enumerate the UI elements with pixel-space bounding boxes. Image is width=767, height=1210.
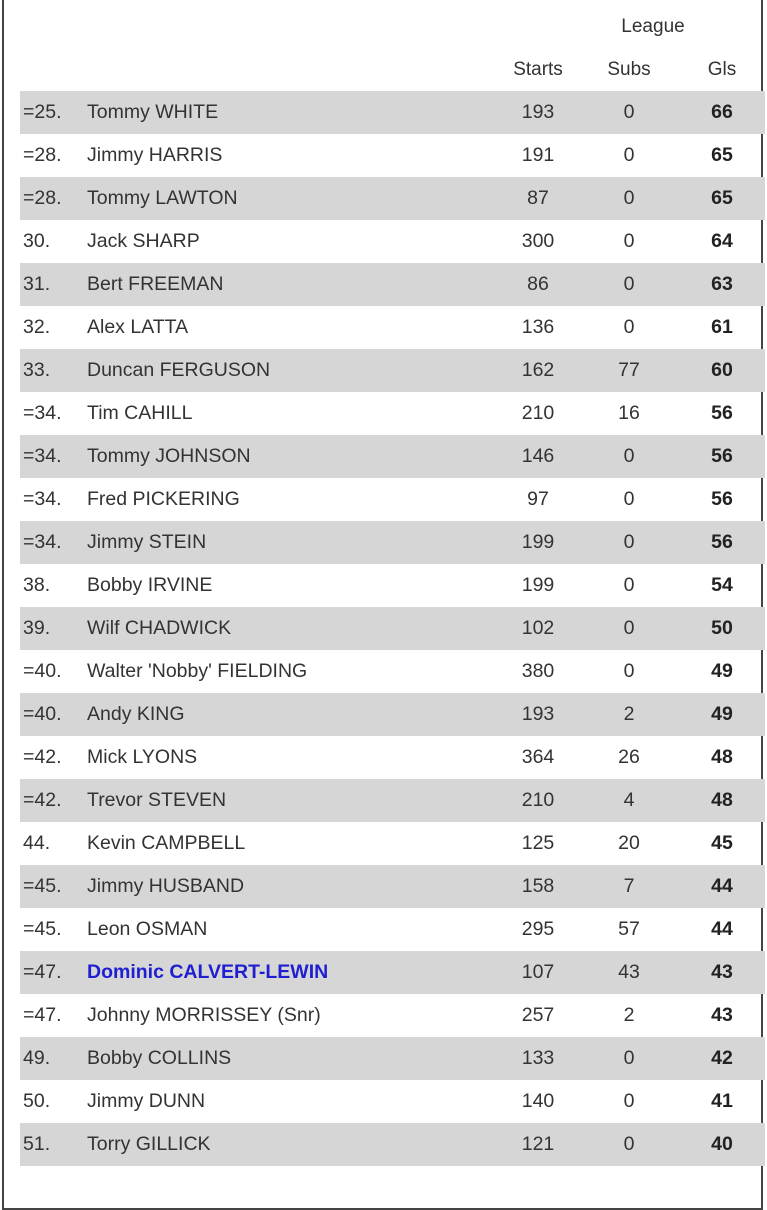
starts-cell: 86	[527, 273, 549, 295]
goals-cell: 43	[711, 961, 733, 983]
subs-cell: 57	[618, 918, 640, 940]
player-name-cell: Jimmy HARRIS	[87, 144, 223, 166]
starts-cell: 125	[521, 832, 555, 854]
player-name-cell: Tommy JOHNSON	[87, 445, 251, 467]
goals-cell: 48	[711, 746, 733, 768]
subs-cell: 26	[618, 746, 640, 768]
table-row	[20, 263, 765, 306]
starts-cell: 121	[521, 1133, 555, 1155]
player-name-cell: Trevor STEVEN	[87, 789, 227, 811]
starts-cell: 199	[521, 574, 555, 596]
starts-cell: 87	[527, 187, 549, 209]
subs-cell: 20	[618, 832, 640, 854]
subs-cell: 0	[623, 187, 635, 209]
player-name-cell: Fred PICKERING	[87, 488, 240, 510]
table-row	[20, 822, 765, 865]
player-name-cell: Duncan FERGUSON	[87, 359, 271, 381]
table-row	[20, 521, 765, 564]
starts-cell: 300	[521, 230, 555, 252]
player-name-cell: Tommy LAWTON	[87, 187, 238, 209]
table-row	[20, 951, 765, 994]
rank-cell: =45.	[23, 875, 62, 897]
rank-cell: 39.	[23, 617, 51, 639]
rank-cell: =47.	[23, 1004, 62, 1026]
table-row	[20, 1037, 765, 1080]
table-row	[20, 306, 765, 349]
subs-cell: 0	[623, 617, 635, 639]
rank-cell: =25.	[23, 101, 62, 123]
player-name-cell: Jimmy DUNN	[87, 1090, 206, 1112]
subs-cell: 0	[623, 273, 635, 295]
subs-cell: 0	[623, 1133, 635, 1155]
table-body	[20, 91, 765, 1166]
goals-cell: 49	[711, 660, 733, 682]
player-name-cell: Jimmy HUSBAND	[87, 875, 245, 897]
rank-cell: 33.	[23, 359, 51, 381]
table-row	[20, 220, 765, 263]
goals-cell: 42	[711, 1047, 733, 1069]
player-name-cell: Bobby COLLINS	[87, 1047, 232, 1069]
table-row	[20, 865, 765, 908]
starts-cell: 133	[521, 1047, 555, 1069]
table-row	[20, 392, 765, 435]
table-row	[20, 435, 765, 478]
rank-cell: =34.	[23, 531, 62, 553]
starts-cell: 295	[521, 918, 555, 940]
rank-cell: 32.	[23, 316, 51, 338]
goals-cell: 56	[711, 531, 733, 553]
table-row	[20, 908, 765, 951]
rank-cell: =40.	[23, 703, 62, 725]
table-row	[20, 177, 765, 220]
player-name-cell: Tim CAHILL	[87, 402, 193, 424]
table-row	[20, 736, 765, 779]
player-name-cell: Walter 'Nobby' FIELDING	[87, 660, 308, 682]
rank-cell: 49.	[23, 1047, 51, 1069]
player-name-cell: Bobby IRVINE	[87, 574, 213, 596]
goals-cell: 56	[711, 488, 733, 510]
table-row	[20, 693, 765, 736]
player-name-cell: Jimmy STEIN	[87, 531, 207, 553]
starts-cell: 136	[521, 316, 555, 338]
starts-cell: 146	[521, 445, 555, 467]
subs-cell: 2	[623, 1004, 635, 1026]
starts-cell: 191	[521, 144, 555, 166]
subs-cell: 43	[618, 961, 640, 983]
player-name-cell: Johnny MORRISSEY (Snr)	[87, 1004, 321, 1026]
goals-cell: 49	[711, 703, 733, 725]
player-name-cell: Andy KING	[87, 703, 185, 725]
starts-cell: 107	[521, 961, 555, 983]
table-row	[20, 564, 765, 607]
goals-cell: 65	[711, 144, 733, 166]
rank-cell: =34.	[23, 402, 62, 424]
rank-cell: =28.	[23, 144, 62, 166]
player-name-cell: Wilf CHADWICK	[87, 617, 232, 639]
goals-cell: 56	[711, 402, 733, 424]
subs-cell: 0	[623, 574, 635, 596]
subs-cell: 77	[618, 359, 640, 381]
rank-cell: =47.	[23, 961, 62, 983]
table-row	[20, 994, 765, 1037]
rank-cell: =34.	[23, 488, 62, 510]
rank-cell: =45.	[23, 918, 62, 940]
goals-cell: 45	[711, 832, 733, 854]
table-row	[20, 650, 765, 693]
starts-cell: 158	[521, 875, 555, 897]
goals-cell: 66	[711, 101, 733, 123]
subs-cell: 0	[623, 1047, 635, 1069]
starts-cell: 257	[521, 1004, 555, 1026]
goals-cell: 44	[711, 918, 733, 940]
starts-cell: 193	[521, 703, 555, 725]
table-row	[20, 134, 765, 177]
rank-cell: =28.	[23, 187, 62, 209]
subs-cell: 7	[623, 875, 635, 897]
table-row	[20, 607, 765, 650]
subs-cell: 2	[623, 703, 635, 725]
starts-cell: 210	[521, 402, 555, 424]
table-row	[20, 1080, 765, 1123]
goals-cell: 63	[711, 273, 733, 295]
player-name-cell: Bert FREEMAN	[87, 273, 224, 295]
starts-cell: 364	[521, 746, 555, 768]
starts-cell: 210	[521, 789, 555, 811]
starts-cell: 199	[521, 531, 555, 553]
goals-cell: 43	[711, 1004, 733, 1026]
rank-cell: 38.	[23, 574, 51, 596]
player-name-cell: Alex LATTA	[87, 316, 189, 338]
rank-cell: 44.	[23, 832, 51, 854]
starts-cell: 162	[521, 359, 555, 381]
rank-cell: 51.	[23, 1133, 51, 1155]
player-name-cell: Leon OSMAN	[87, 918, 208, 940]
table-row	[20, 779, 765, 822]
subs-cell: 0	[623, 1090, 635, 1112]
goals-cell: 60	[711, 359, 733, 381]
subs-cell: 0	[623, 144, 635, 166]
goals-cell: 64	[711, 230, 733, 252]
subs-cell: 4	[623, 789, 635, 811]
goals-cell: 56	[711, 445, 733, 467]
player-name-cell: Jack SHARP	[87, 230, 200, 252]
subs-column-header: Subs	[607, 59, 651, 80]
rank-cell: 50.	[23, 1090, 51, 1112]
subs-cell: 0	[623, 316, 635, 338]
rank-cell: 31.	[23, 273, 51, 295]
subs-cell: 0	[623, 488, 635, 510]
table-row	[20, 1123, 765, 1166]
subs-cell: 16	[618, 402, 640, 424]
rank-cell: =42.	[23, 746, 62, 768]
starts-cell: 97	[527, 488, 549, 510]
rank-cell: =42.	[23, 789, 62, 811]
goals-cell: 61	[711, 316, 733, 338]
table-row	[20, 349, 765, 392]
rank-cell: =34.	[23, 445, 62, 467]
starts-cell: 380	[521, 660, 555, 682]
rank-cell: 30.	[23, 230, 51, 252]
table-header	[20, 6, 765, 91]
goals-column-header: Gls	[707, 59, 737, 80]
goals-cell: 48	[711, 789, 733, 811]
player-name-cell[interactable]: Dominic CALVERT-LEWIN	[87, 961, 329, 983]
subs-cell: 0	[623, 660, 635, 682]
starts-cell: 102	[521, 617, 555, 639]
table-row	[20, 91, 765, 134]
player-name-cell: Kevin CAMPBELL	[87, 832, 246, 854]
subs-cell: 0	[623, 101, 635, 123]
table-row	[20, 478, 765, 521]
goals-cell: 50	[711, 617, 733, 639]
goals-cell: 54	[711, 574, 733, 596]
starts-cell: 140	[521, 1090, 555, 1112]
starts-column-header: Starts	[513, 59, 563, 80]
subs-cell: 0	[623, 531, 635, 553]
player-name-cell: Tommy WHITE	[87, 101, 219, 123]
goals-cell: 44	[711, 875, 733, 897]
goalscorers-table	[20, 6, 765, 1166]
player-name-cell: Torry GILLICK	[87, 1133, 211, 1155]
starts-cell: 193	[521, 101, 555, 123]
rank-cell: =40.	[23, 660, 62, 682]
player-name-cell: Mick LYONS	[87, 746, 198, 768]
subs-cell: 0	[623, 230, 635, 252]
goals-cell: 40	[711, 1133, 733, 1155]
goals-cell: 41	[711, 1090, 733, 1112]
goals-cell: 65	[711, 187, 733, 209]
subs-cell: 0	[623, 445, 635, 467]
league-group-header: League	[621, 16, 685, 37]
